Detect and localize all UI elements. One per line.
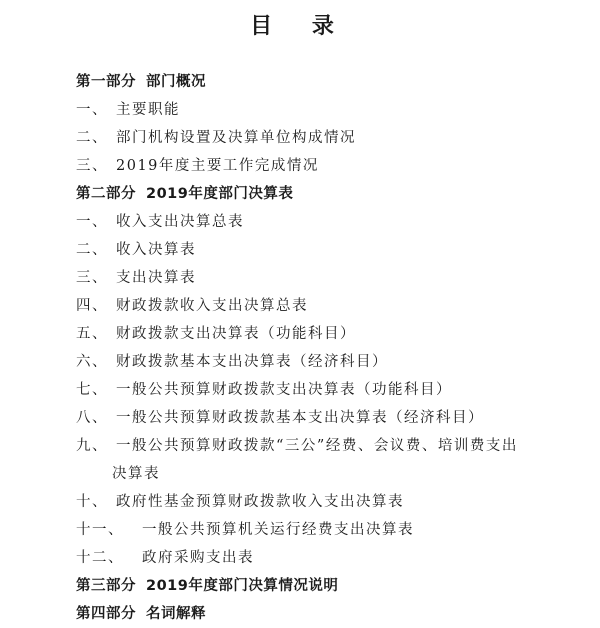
toc-item [76, 348, 576, 376]
toc-part-number: 第二部分 [76, 186, 136, 202]
toc-part-title: 部门概况 [146, 74, 206, 90]
toc-part-3 [76, 572, 576, 600]
toc-item-title: 一般公共预算财政拨款“三公”经费、会议费、培训费支出 [116, 438, 518, 454]
toc-item-title: 主要职能 [116, 102, 180, 118]
toc-item-title: 一般公共预算财政拨款支出决算表（功能科目） [116, 382, 452, 398]
toc-item-number: 五、 [76, 326, 108, 342]
toc-part-number: 第四部分 [76, 606, 136, 622]
toc-item-number: 十一、 [76, 522, 124, 538]
toc-part-title: 2019年度部门决算情况说明 [146, 578, 339, 594]
toc-item-title: 政府采购支出表 [142, 550, 254, 566]
toc-item-title: 财政拨款收入支出决算总表 [116, 298, 308, 314]
toc-item [76, 124, 576, 152]
toc-part-1 [76, 68, 576, 96]
toc-item [76, 516, 576, 544]
toc-item [76, 488, 576, 516]
toc-part-number: 第一部分 [76, 74, 136, 90]
toc-item-number: 三、 [76, 158, 108, 174]
toc-item-number: 十二、 [76, 550, 124, 566]
toc-item-number: 七、 [76, 382, 108, 398]
toc-item [76, 432, 576, 460]
toc-item [76, 544, 576, 572]
toc-item-number: 九、 [76, 438, 108, 454]
toc-item-number: 六、 [76, 354, 108, 370]
toc-item-number: 二、 [76, 242, 108, 258]
toc-item [76, 236, 576, 264]
toc-item-title: 2019年度主要工作完成情况 [116, 158, 319, 174]
toc-item [76, 320, 576, 348]
toc-part-number: 第三部分 [76, 578, 136, 594]
toc-item-title: 政府性基金预算财政拨款收入支出决算表 [116, 494, 404, 510]
table-of-contents [76, 68, 576, 628]
toc-item-title: 财政拨款支出决算表（功能科目） [116, 326, 356, 342]
toc-item-number: 三、 [76, 270, 108, 286]
toc-item [76, 208, 576, 236]
toc-item-number: 二、 [76, 130, 108, 146]
toc-item-title: 一般公共预算财政拨款基本支出决算表（经济科目） [116, 410, 484, 426]
toc-item-number: 十、 [76, 494, 108, 510]
toc-item [76, 376, 576, 404]
toc-item-title: 收入支出决算总表 [116, 214, 244, 230]
toc-item-continuation [76, 460, 576, 488]
toc-item [76, 292, 576, 320]
toc-part-title: 名词解释 [146, 606, 206, 622]
toc-item-number: 四、 [76, 298, 108, 314]
toc-item [76, 264, 576, 292]
toc-item-title-continued: 决算表 [112, 466, 160, 482]
toc-item-title: 支出决算表 [116, 270, 196, 286]
toc-item-number: 一、 [76, 214, 108, 230]
toc-item-title: 部门机构设置及决算单位构成情况 [116, 130, 356, 146]
toc-part-title: 2019年度部门决算表 [146, 186, 294, 202]
toc-item-title: 一般公共预算机关运行经费支出决算表 [142, 522, 414, 538]
toc-item [76, 96, 576, 124]
toc-part-4 [76, 600, 576, 628]
toc-item-title: 收入决算表 [116, 242, 196, 258]
page-title: 目 录 [250, 14, 350, 39]
toc-part-2 [76, 180, 576, 208]
toc-item [76, 152, 576, 180]
toc-item-title: 财政拨款基本支出决算表（经济科目） [116, 354, 388, 370]
toc-item-number: 一、 [76, 102, 108, 118]
toc-item [76, 404, 576, 432]
toc-item-number: 八、 [76, 410, 108, 426]
